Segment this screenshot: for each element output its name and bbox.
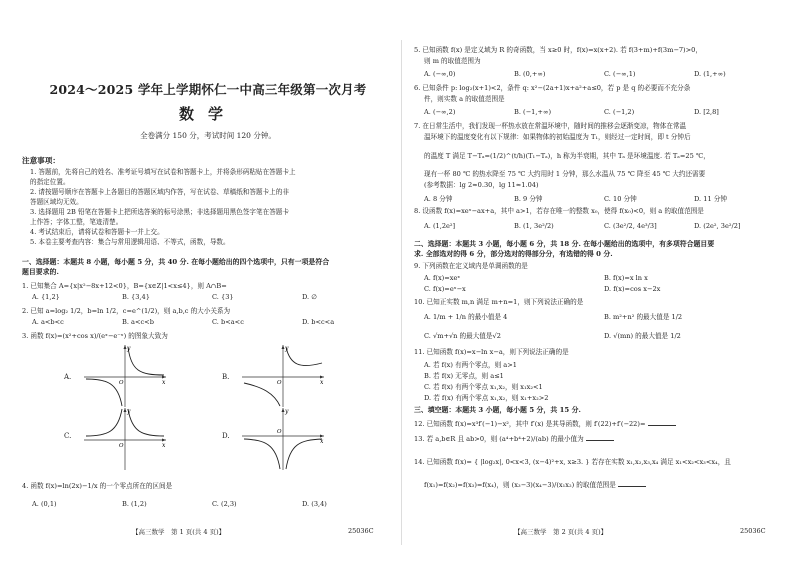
q3-graph-b bbox=[240, 343, 326, 409]
q10-option-c: C. √m+√n 的最大值是√2 bbox=[424, 332, 501, 340]
q3-label-c: C. bbox=[64, 432, 72, 440]
section-2-heading: 二、选择题：本题共 3 小题，每小题 6 分，共 18 分. 在每小题给出的选项中，有多项符合题目要 bbox=[414, 240, 715, 248]
q4-option-a: A. (0,1) bbox=[32, 500, 57, 508]
q4-option-c: C. (2,3) bbox=[212, 500, 237, 508]
q3-graph-c bbox=[82, 406, 168, 472]
axis-label: x bbox=[320, 438, 324, 445]
q11-option-b: B. 若 f(x) 无零点，则 a≤1 bbox=[424, 372, 504, 380]
question-5-stem-cont: 则 m 的取值范围为 bbox=[424, 57, 481, 65]
question-7-stem: 7. 在日常生活中，我们发现一杯热水放在常温环境中，随时间的推移会逐渐变凉，物体在常温 bbox=[414, 122, 687, 130]
axis-label: y bbox=[285, 408, 289, 415]
q3-graph-d bbox=[240, 406, 326, 472]
question-13-stem bbox=[414, 434, 614, 443]
q7-option-b: B. 9 分钟 bbox=[514, 195, 543, 203]
page-2-code: 25036C bbox=[740, 527, 766, 535]
page-divider bbox=[401, 40, 402, 545]
question-9-stem: 9. 下列函数在定义域内是单调函数的是 bbox=[414, 262, 528, 270]
question-4-stem: 4. 函数 f(x)=ln(2x)−1/x 的一个零点所在的区间是 bbox=[22, 482, 173, 490]
q9-option-b: B. f(x)=x ln x bbox=[604, 274, 648, 282]
axis-label: x bbox=[320, 379, 324, 386]
q9-option-c: C. f(x)=eˣ−x bbox=[424, 285, 466, 293]
exam-meta: 全卷满分 150 分，考试时间 120 分钟。 bbox=[140, 131, 276, 140]
q10-option-a: A. 1/m + 1/n 的最小值是 4 bbox=[424, 313, 508, 321]
axis-label: x bbox=[162, 379, 166, 386]
q8-option-b: B. (1, 3e²/2) bbox=[514, 222, 554, 230]
question-14-text: f(x₁)=f(x₂)=f(x₃)=f(x₄)，则 (x₃−3)(x₄−3)/(x₁x₂) 的取值范围是 bbox=[424, 481, 616, 489]
q5-option-b: B. (0,+∞) bbox=[514, 70, 546, 78]
page-2-footer: 【高三数学 第 2 页(共 4 页)】 bbox=[514, 528, 608, 536]
q6-option-a: A. (−∞,2) bbox=[424, 108, 456, 116]
q5-option-c: C. (−∞,1) bbox=[604, 70, 636, 78]
question-7-stem-cont: 现有一杯 80 ℃ 的热水降至 75 ℃ 大约用时 1 分钟，那么水温从 75 ℃ 降至 45 ℃ 大约还需要 bbox=[424, 170, 706, 178]
question-7-stem-cont: (参考数据：lg 2≈0.30，lg 11≈1.04) bbox=[424, 181, 539, 189]
section-3-heading: 三、填空题：本题共 3 小题，每小题 5 分，共 15 分. bbox=[414, 406, 581, 414]
note-line: 答题区域均无效。 bbox=[30, 198, 83, 206]
question-14-stem: 14. 已知函数 f(x)= { |log₂x|, 0<x<3, (x−4)²+x, x≥3. } 若存在实数 x₁,x₂,x₃,x₄ 满足 x₁<x₂<x₃<x₄，且 bbox=[414, 458, 731, 466]
q3-label-a: A. bbox=[64, 373, 72, 381]
question-1-stem: 1. 已知集合 A={x|x²−8x+12<0}，B={x∈Z|1<x≤4}，则 A∩B= bbox=[22, 282, 227, 290]
question-13-text: 13. 若 a,b∈R 且 ab>0，则 (a⁴+b⁴+2)/(ab) 的最小值为 bbox=[414, 435, 584, 443]
question-7-stem-cont: 温环境下的温度变化有以下规律：如果物体的初始温度为 T₁，则经过一定时间，即 t 分钟后 bbox=[424, 133, 691, 141]
question-12-text: 12. 已知函数 f(x)=x³f′(−1)−x²，其中 f′(x) 是其导函数，则 f′(22)+f′(−22)= bbox=[414, 420, 646, 428]
question-14-stem-cont bbox=[424, 480, 646, 489]
question-6-stem-cont: 件，则实数 a 的取值范围是 bbox=[424, 95, 505, 103]
q1-option-c: C. {3} bbox=[212, 293, 234, 301]
q7-option-c: C. 10 分钟 bbox=[604, 195, 637, 203]
note-line: 1. 答题前，先将自己的姓名、准考证号填写在试卷和答题卡上，并将条形码粘贴在答题卡上 bbox=[30, 168, 296, 176]
axis-label: y bbox=[127, 408, 131, 415]
axis-label: x bbox=[162, 442, 166, 449]
q9-option-d: D. f(x)=cos x−2x bbox=[604, 285, 661, 293]
q2-option-a: A. a<b<c bbox=[32, 318, 64, 326]
q7-option-d: D. 11 分钟 bbox=[694, 195, 727, 203]
q1-option-a: A. {1,2} bbox=[32, 293, 60, 301]
q5-option-d: D. (1,+∞) bbox=[694, 70, 726, 78]
q3-label-d: D. bbox=[222, 432, 230, 440]
question-10-stem: 10. 已知正实数 m,n 满足 m+n=1，则下列说法正确的是 bbox=[414, 298, 584, 306]
q1-option-b: B. {3,4} bbox=[122, 293, 150, 301]
origin-label: O bbox=[277, 380, 282, 386]
q11-option-d: D. 若 f(x) 有两个零点 x₁,x₂，则 x₁+x₂>2 bbox=[424, 394, 549, 402]
question-5-stem: 5. 已知函数 f(x) 是定义域为 R 的奇函数，当 x≥0 时，f(x)=x(x+2). 若 f(3+m)+f(3m−7)>0， bbox=[414, 46, 702, 54]
q2-option-b: B. a<c<b bbox=[122, 318, 154, 326]
answer-blank[interactable] bbox=[618, 480, 646, 487]
exam-title: 2024～2025 学年上学期怀仁一中高三年级第一次月考 bbox=[49, 82, 367, 97]
q11-option-c: C. 若 f(x) 有两个零点 x₁,x₂，则 x₁x₂<1 bbox=[424, 383, 543, 391]
q2-option-d: D. b<c<a bbox=[302, 318, 335, 326]
section-2-heading-cont: 求. 全部选对的得 6 分，部分选对的得部分分，有选错的得 0 分. bbox=[414, 250, 613, 258]
q7-option-a: A. 8 分钟 bbox=[424, 195, 453, 203]
question-2-stem: 2. 已知 a=log₂ 1/2，b=ln 1/2，c=e^(1/2)，则 a,b,c 的大小关系为 bbox=[22, 307, 231, 315]
q3-label-b: B. bbox=[222, 373, 230, 381]
q3-graph-a bbox=[82, 343, 168, 409]
page-1 bbox=[22, 0, 394, 561]
q1-option-d: D. ∅ bbox=[302, 293, 317, 301]
page-1-code: 25036C bbox=[348, 527, 374, 535]
q10-option-d: D. √(mn) 的最大值是 1/2 bbox=[604, 332, 681, 340]
q8-option-d: D. (2e², 3e²/2] bbox=[694, 222, 741, 230]
answer-blank[interactable] bbox=[586, 434, 614, 441]
question-8-stem: 8. 设函数 f(x)=xeˣ−ax+a，其中 a>1，若存在唯一的整数 x₀，使得 f(x₀)<0，则 a 的取值范围是 bbox=[414, 207, 704, 215]
origin-label: O bbox=[277, 429, 282, 435]
q4-option-b: B. (1,2) bbox=[122, 500, 147, 508]
page-2 bbox=[414, 0, 782, 561]
question-12-stem bbox=[414, 419, 676, 428]
q5-option-a: A. (−∞,0) bbox=[424, 70, 456, 78]
q10-option-b: B. m²+n² 的最大值是 1/2 bbox=[604, 313, 683, 321]
page-1-footer: 【高三数学 第 1 页(共 4 页)】 bbox=[132, 528, 226, 536]
note-line: 的指定位置。 bbox=[30, 178, 70, 186]
origin-label: O bbox=[119, 380, 124, 386]
q9-option-a: A. f(x)=xeˣ bbox=[424, 274, 461, 282]
note-line: 上作答；字体工整，笔迹清楚。 bbox=[30, 218, 123, 226]
q6-option-d: D. [2,8] bbox=[694, 108, 719, 116]
q4-option-d: D. (3,4) bbox=[302, 500, 327, 508]
q8-option-c: C. (3e²/2, 4e³/3] bbox=[604, 222, 657, 230]
axis-label: y bbox=[127, 345, 131, 352]
note-line: 3. 选择题用 2B 铅笔在答题卡上把所选答案的标号涂黑；非选择题用黑色签字笔在答题卡 bbox=[30, 208, 289, 216]
section-1-heading-cont: 题目要求的. bbox=[22, 268, 59, 276]
question-6-stem: 6. 已知条件 p: log₂(x+1)<2，条件 q: x²−(2a+1)x+a²+a≤0，若 p 是 q 的必要而不充分条 bbox=[414, 84, 691, 92]
question-3-stem: 3. 函数 f(x)=(x²+cos x)/(eˣ−e⁻ˣ) 的图象大致为 bbox=[22, 332, 168, 340]
question-7-stem-cont: 的温度 T 满足 T−Tₐ=(1/2)^(t/h)(T₁−Tₐ)，h 称为半衰期，其中 Tₐ 是环境温度. 若 Tₐ=25 ℃， bbox=[424, 152, 710, 160]
note-line: 4. 考试结束后，请将试卷和答题卡一并上交。 bbox=[30, 228, 164, 236]
note-line: 5. 本卷主要考查内容：集合与常用逻辑用语、不等式，函数，导数。 bbox=[30, 238, 230, 246]
section-1-heading: 一、选择题：本题共 8 小题，每小题 5 分，共 40 分. 在每小题给出的四个选项中，只有一项是符合 bbox=[22, 258, 330, 266]
subject-title: 数学 bbox=[178, 105, 237, 123]
q6-option-c: C. (−1,2) bbox=[604, 108, 635, 116]
axis-label: y bbox=[285, 345, 289, 352]
q8-option-a: A. (1,2e²] bbox=[424, 222, 456, 230]
q2-option-c: C. b<a<c bbox=[212, 318, 244, 326]
q11-option-a: A. 若 f(x) 有两个零点，则 a>1 bbox=[424, 361, 517, 369]
q6-option-b: B. (−1,+∞) bbox=[514, 108, 552, 116]
note-line: 2. 请按题号顺序在答题卡上各题目的答题区域内作答，写在试卷、草稿纸和答题卡上的非 bbox=[30, 188, 289, 196]
answer-blank[interactable] bbox=[648, 419, 676, 426]
question-11-stem: 11. 已知函数 f(x)=x−ln x−a，则下列说法正确的是 bbox=[414, 348, 569, 356]
notes-heading: 注意事项： bbox=[22, 156, 60, 165]
origin-label: O bbox=[119, 443, 124, 449]
